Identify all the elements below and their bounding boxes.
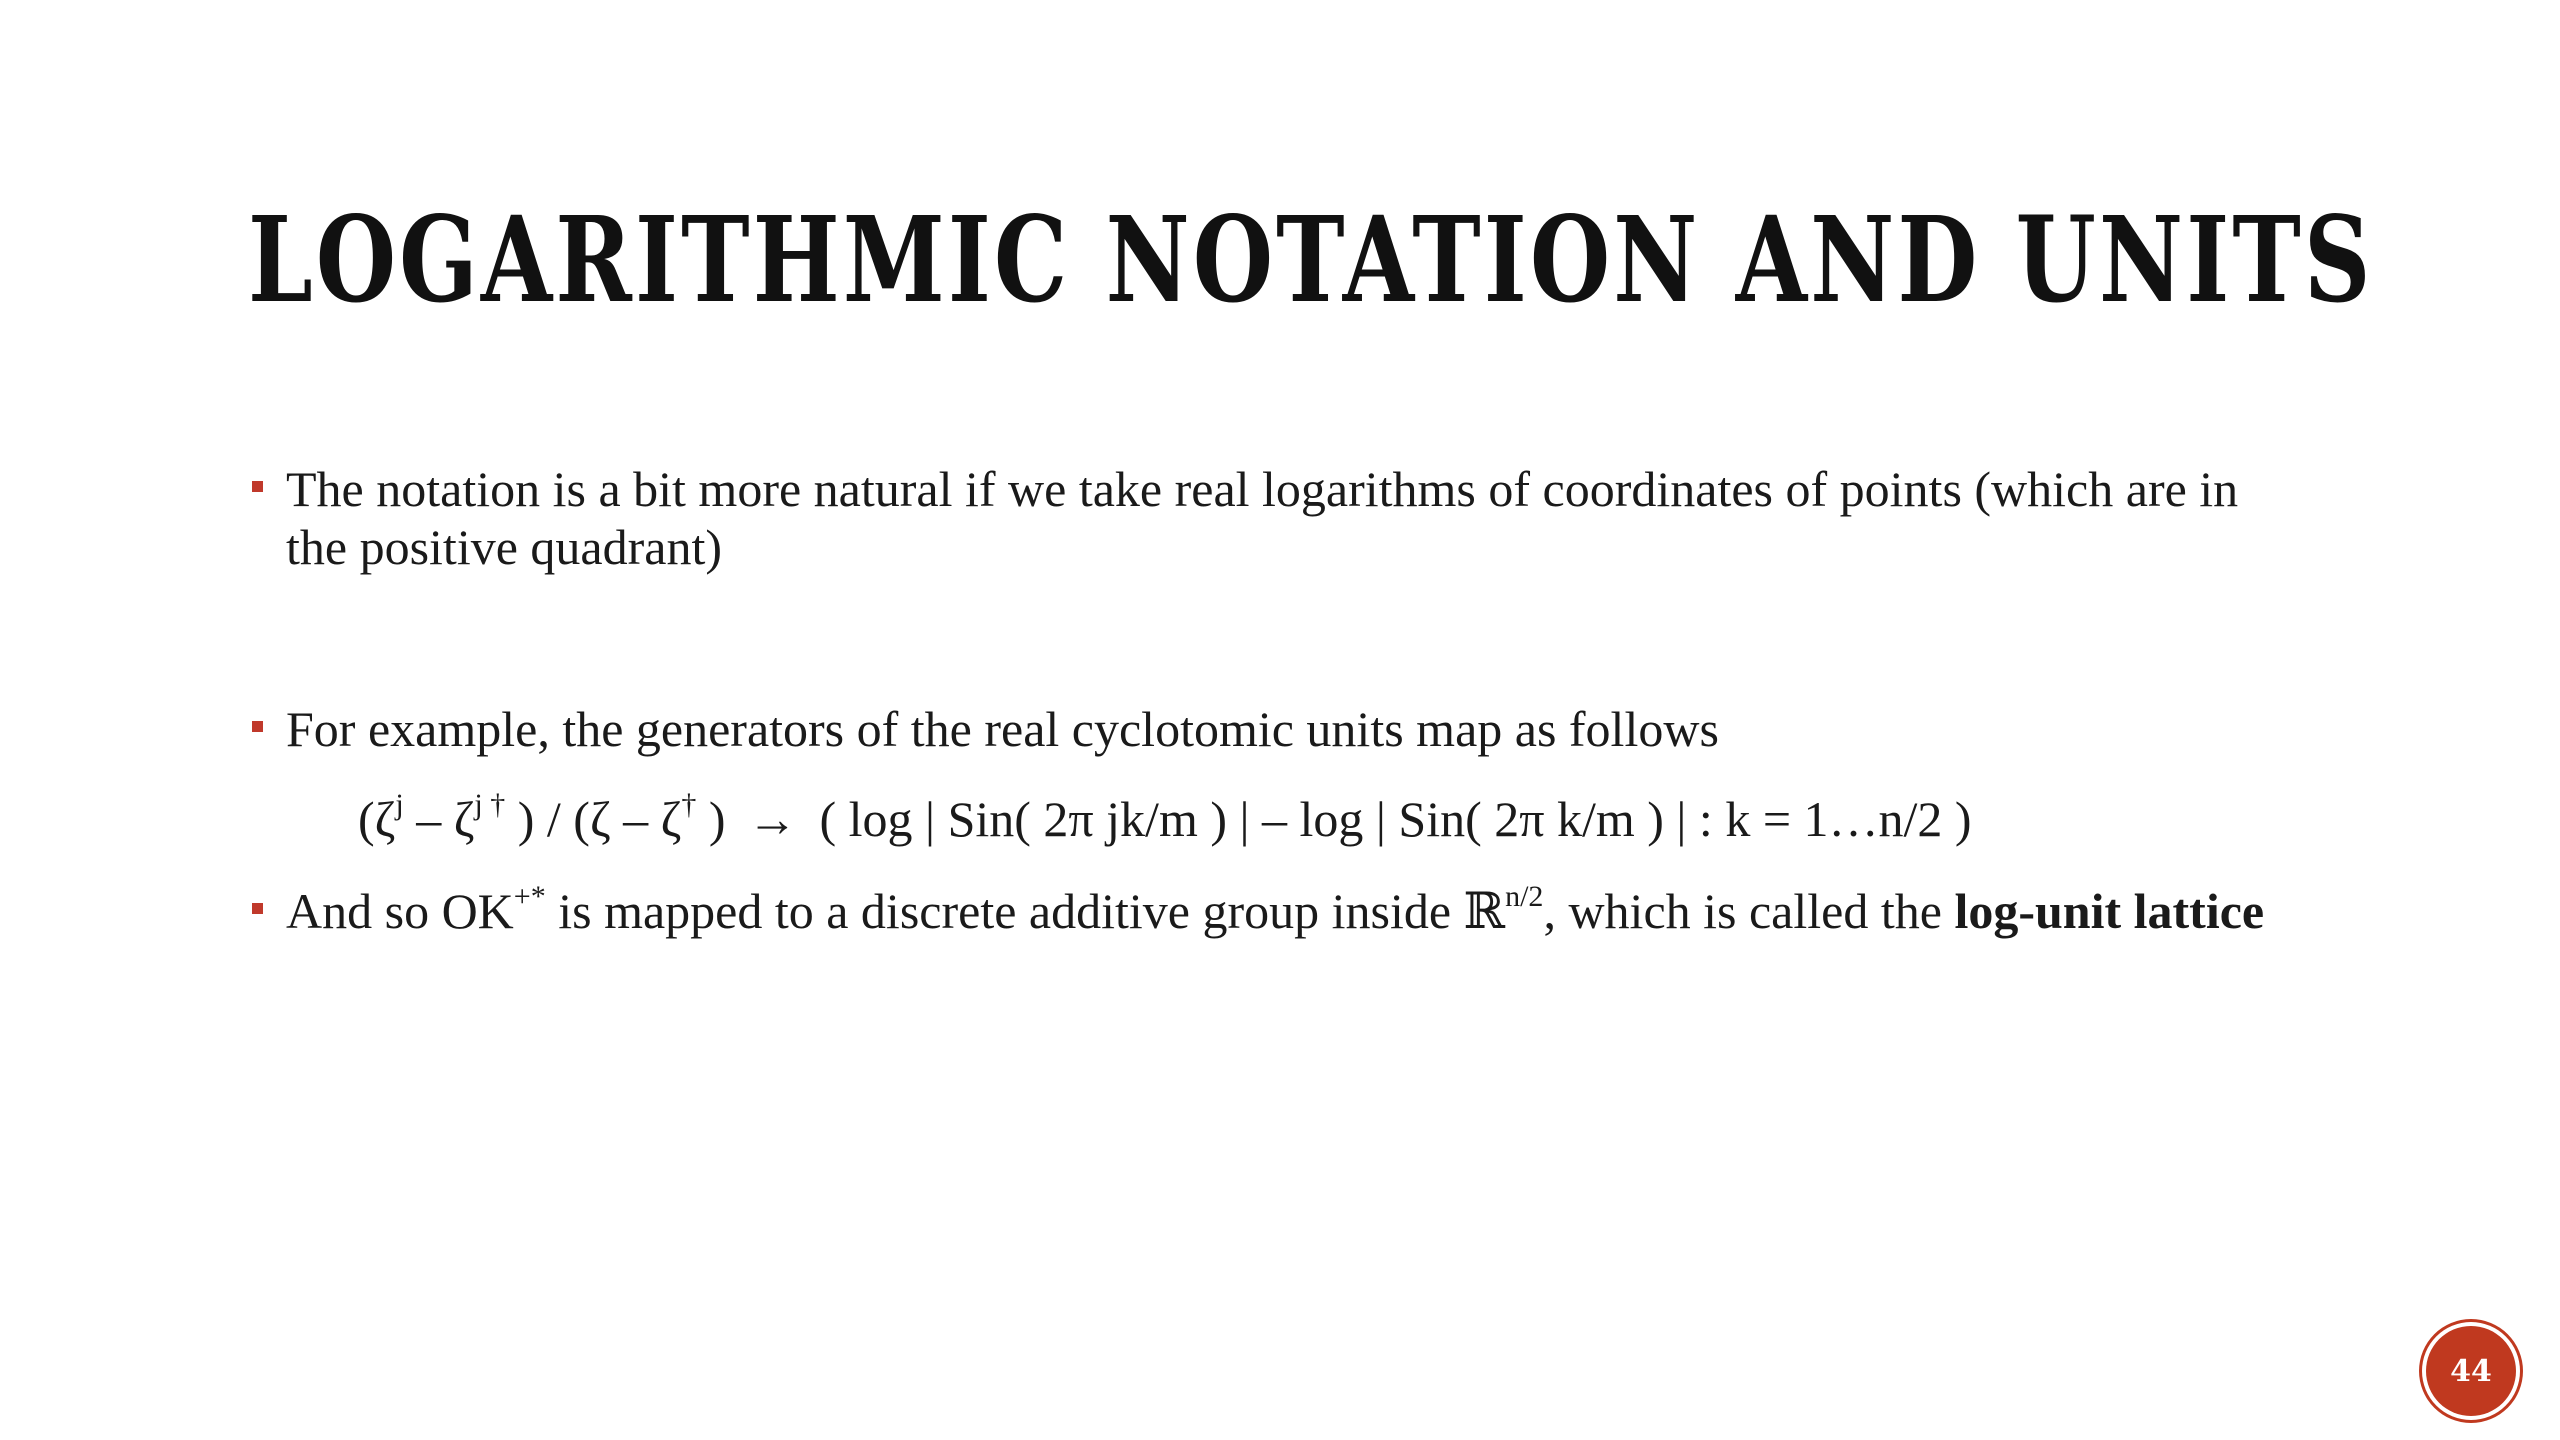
bullet-text-part: And so OK [286,883,514,939]
bullet-superscript: n/2 [1505,880,1544,914]
bullet-superscript: +* [513,880,546,914]
right-arrow-icon: → [747,791,798,847]
formula-lhs-close: ) [696,791,726,847]
bullet-marker-icon [252,721,263,732]
bullet-item [248,460,2298,576]
bullet-marker-icon [252,481,263,492]
bullet-marker-icon [252,903,263,914]
formula-lhs-open: (ζ [358,791,396,847]
bullet-item [248,882,2298,940]
formula-line [358,790,1972,848]
formula-mid: ) / (ζ – ζ [505,791,682,847]
formula-minus: – ζ [403,791,475,847]
formula-sup-j: j [395,788,404,822]
page-number: 44 [2450,1353,2492,1389]
formula-sup-dagger: † [681,788,697,822]
slide-title: LOGARITHMIC NOTATION AND UNITS [248,190,2374,329]
bullet-text-part: , which is called the [1543,883,1955,939]
bullet-text-part: is mapped to a discrete additive group inside ℝ [545,883,1506,939]
page-number-badge [2426,1326,2516,1416]
formula-sup-j-dagger: j † [474,788,506,822]
bullet-text: The notation is a bit more natural if we take real logarithms of coordinates of points (which are in the positive quadrant) [286,461,2239,575]
bullet-text: For example, the generators of the real cyclotomic units map as follows [286,701,1719,757]
bullet-text [286,882,2298,940]
formula-rhs: ( log | Sin( 2π jk/m ) | – log | Sin( 2π k/m ) | : k = 1…n/2 ) [819,791,1972,847]
bold-term: log-unit lattice [1954,883,2265,939]
bullet-item [248,700,2298,758]
